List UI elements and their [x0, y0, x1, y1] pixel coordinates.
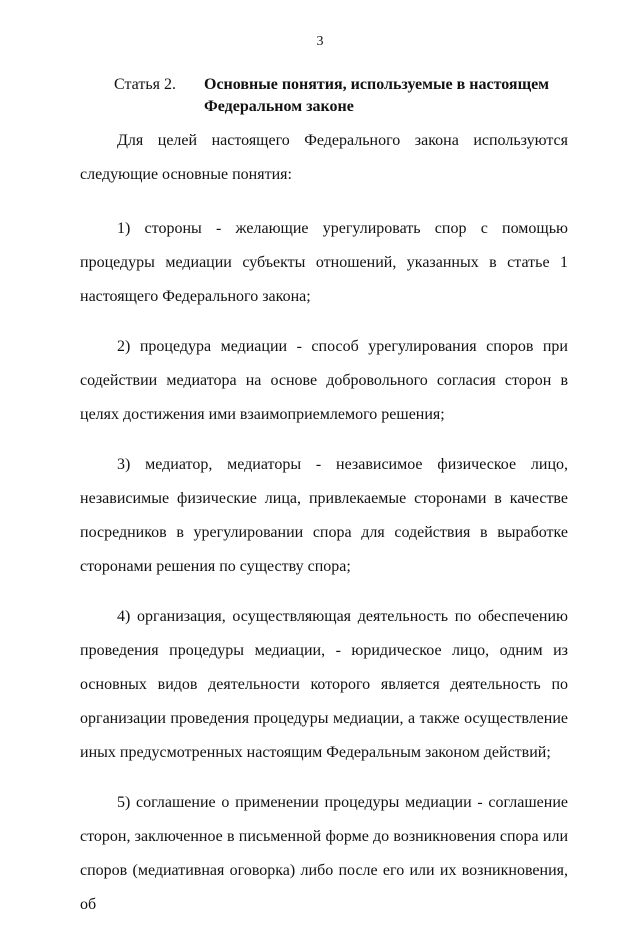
page-number: 3 — [316, 34, 324, 49]
definition-mediator: 3) медиатор, медиаторы - независимое физическое лицо, независимые физические лица, привлекаемые сторонами в качестве посредников в урегулировании спора для содействия в выработке сторонами решения по существу спора; — [80, 456, 568, 575]
definition-mediation-procedure: 2) процедура медиации - способ урегулирования споров при содействии медиатора на основе добровольного согласия сторон в целях достижения ими взаимоприемлемого решения; — [80, 338, 568, 423]
article-body — [80, 124, 568, 938]
intro-paragraph: Для целей настоящего Федерального закона используются следующие основные понятия: — [80, 132, 568, 183]
article-title: Основные понятия, используемые в настоящем Федеральном законе — [204, 76, 550, 115]
definition-mediation-agreement: 5) соглашение о применении процедуры медиации - соглашение сторон, заключенное в письменной форме до возникновения спора или споров (медиативная оговорка) либо после его или их возникновения, об — [80, 794, 568, 913]
definition-parties: 1) стороны - желающие урегулировать спор с помощью процедуры медиации субъекты отношений, указанных в статье 1 настоящего Федерального закона; — [80, 220, 568, 305]
definition-mediation-organization: 4) организация, осуществляющая деятельность по обеспечению проведения процедуры медиации, - юридическое лицо, одним из основных видов деятельности которого является деятельность по организации проведения процедуры медиации, а также осуществление иных предусмотренных настоящим Федеральным законом действий; — [80, 608, 568, 761]
article-label: Статья 2. — [114, 76, 176, 93]
